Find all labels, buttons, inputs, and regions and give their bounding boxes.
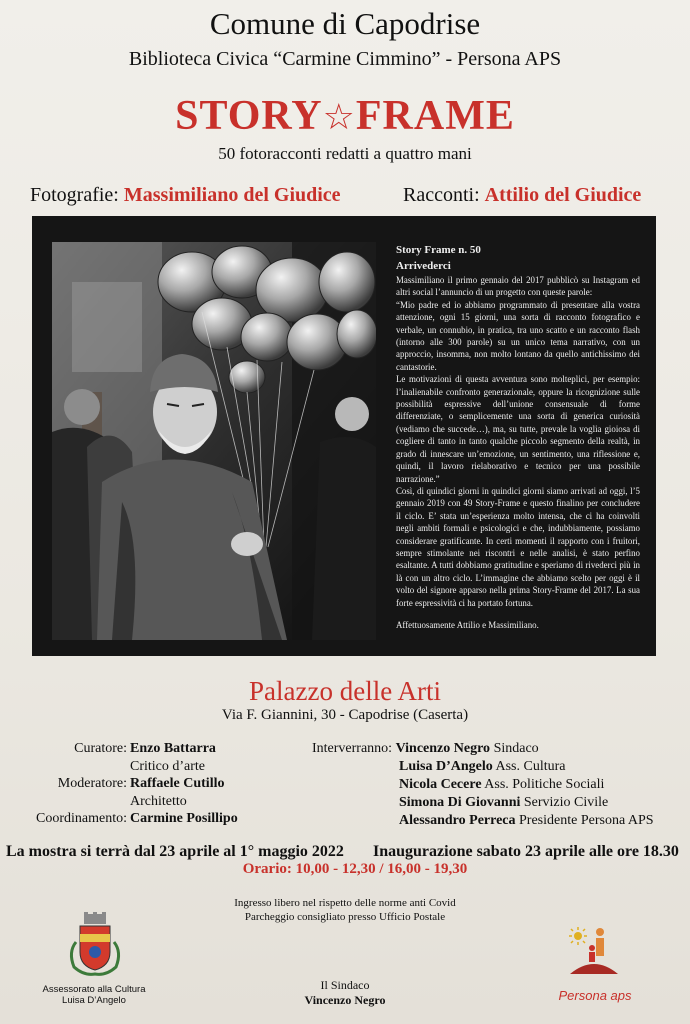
- speaker-name: Luisa D’Angelo: [399, 759, 493, 774]
- stories-credit-label: Racconti:: [403, 184, 480, 206]
- title-frame: FRAME: [355, 93, 515, 139]
- speaker-row: [312, 758, 682, 776]
- speakers-label: Interverranno:: [312, 741, 393, 756]
- speaker-role: Ass. Cultura: [495, 759, 566, 774]
- speakers-list: [312, 740, 682, 830]
- stories-credit: [403, 184, 641, 207]
- story-number: Story Frame n. 50: [396, 244, 481, 256]
- mayor-name: Vincenzo Negro: [304, 993, 386, 1007]
- subtitle: 50 fotoracconti redatti a quattro mani: [218, 144, 472, 163]
- opening-hours: Orario: 10,00 - 12,30 / 16,00 - 19,30: [242, 861, 468, 877]
- comune-title: Comune di Capodrise: [209, 6, 481, 41]
- staff-row: [0, 740, 250, 758]
- story-signature: Affettuosamente Attilio e Massimiliano.: [396, 619, 539, 630]
- speaker-role: Presidente Persona APS: [519, 813, 654, 828]
- speaker-role: Servizio Civile: [523, 795, 609, 810]
- speaker-name: Alessandro Perreca: [399, 813, 516, 828]
- star-icon: ☆: [322, 97, 356, 137]
- staff-role-row: [0, 758, 250, 776]
- persona-aps-text: Persona aps: [558, 988, 632, 1003]
- mayor-label: Il Sindaco: [320, 978, 370, 992]
- staff-label: Curatore:: [74, 741, 127, 756]
- story-paragraph: Le motivazioni di questa avventura sono molteplici, per esempio: l’inalienabile confronto generazionale, oppure la ricognizione sulle possibilità espressive dell’unione consensuale di forme differenziate, o semplicemente una sorta di generica curiosità (vediamo che succede…), ma, su tutte, prevale la voglia gioiosa di cogliere di tanto in tanto qualche piccolo segmento della realtà, in grado di innescare un’emozione, un sentimento, una riflessione e, quindi, il lavoro rielaborativo e tecnico per una possibile narrazione.”: [396, 374, 640, 484]
- assessorato-line: Assessorato alla Cultura: [42, 984, 146, 995]
- venue-address: Via F. Giannini, 30 - Capodrise (Caserta): [221, 707, 469, 723]
- persona-aps-logo-icon: [566, 924, 622, 980]
- story-paragraph: Così, di quindici giorni in quindici giorni siamo arrivati ad oggi, l’5 gennaio 2019 con 49 Story-Frame e questo finalino per concludere il ciclo. E’ stata un’esperienza molto intensa, che ci ha coinvolti negli ambiti formali e psicologici e che, indubbiamente, possiamo considerare gratificante. In certi momenti il rapporto con i fruitori, sempre stimolante nei riscontri e nelle analisi, è stato perfino esaltante. A tutti dobbiamo gratitudine e speriamo di rivederci più in là con un altro ciclo. L’immagine che abbiamo scelto per oggi è il volto del signore apparso nella prima Story-Frame del 2017. La sua forte espressività ci ha portato fortuna.: [396, 485, 640, 608]
- stories-credit-name: Attilio del Giudice: [484, 184, 642, 206]
- speaker-role: Sindaco: [493, 741, 539, 756]
- story-text: [396, 242, 640, 631]
- staff-name: Raffaele Cutillo: [130, 776, 225, 791]
- story-paragraph: Massimiliano il primo gennaio del 2017 pubblicò su Instagram ed altri social l’annuncio di un progetto con queste parole:: [396, 275, 640, 298]
- municipal-crest-icon: [64, 912, 126, 978]
- entry-note: Ingresso libero nel rispetto delle norme anti Covid: [234, 897, 456, 909]
- bw-photo: [52, 242, 376, 640]
- exhibition-dates: La mostra si terrà dal 23 aprile al 1° maggio 2022: [6, 843, 344, 860]
- photo-credit: [30, 184, 341, 207]
- speaker-role: Ass. Politiche Sociali: [484, 777, 605, 792]
- photo-credit-label: Fotografie:: [30, 184, 119, 206]
- staff-name: Enzo Battarra: [130, 741, 216, 756]
- old-man-balloons-photo: [52, 242, 376, 640]
- opening-info: Inaugurazione sabato 23 aprile alle ore 18.30: [373, 843, 679, 860]
- speaker-row: [312, 812, 682, 830]
- story-frame-title: [0, 92, 690, 140]
- biblioteca-line: Biblioteca Civica “Carmine Cimmino” - Persona APS: [128, 48, 562, 70]
- staff-name: Carmine Posillipo: [130, 811, 238, 826]
- speaker-name: Nicola Cecere: [399, 777, 482, 792]
- story-paragraph: “Mio padre ed io abbiamo programmato di presentare alla vostra attenzione, ogni 15 giorni, una sorta di racconto fotografico e verbale, un connubio, in pratica, tra uno scatto e un racconto flash (intorno alle 300 parole) su un unico tema narrativo, con un approccio, insomma, non molto lontano da quello antichissimo dei cantastorie.: [396, 299, 640, 372]
- staff-role-row: [0, 793, 250, 811]
- speaker-row: [312, 740, 682, 758]
- title-story: STORY: [175, 93, 323, 139]
- staff-label: Moderatore:: [57, 776, 127, 791]
- staff-list: [0, 740, 250, 828]
- staff-row: [0, 810, 250, 828]
- staff-row: [0, 775, 250, 793]
- speaker-name: Vincenzo Negro: [395, 741, 491, 756]
- speaker-row: [312, 776, 682, 794]
- staff-label: Coordinamento:: [36, 811, 127, 826]
- venue-name: Palazzo delle Arti: [249, 676, 441, 706]
- story-subtitle: Arrivederci: [396, 260, 451, 272]
- speaker-name: Simona Di Giovanni: [399, 795, 521, 810]
- staff-role: Critico d’arte: [130, 758, 206, 774]
- parking-note: Parcheggio consigliato presso Ufficio Postale: [244, 911, 446, 923]
- staff-role: Architetto: [130, 793, 187, 809]
- assessorato-name: Luisa D’Angelo: [62, 995, 126, 1006]
- speaker-row: [312, 794, 682, 812]
- photo-credit-name: Massimiliano del Giudice: [123, 184, 341, 206]
